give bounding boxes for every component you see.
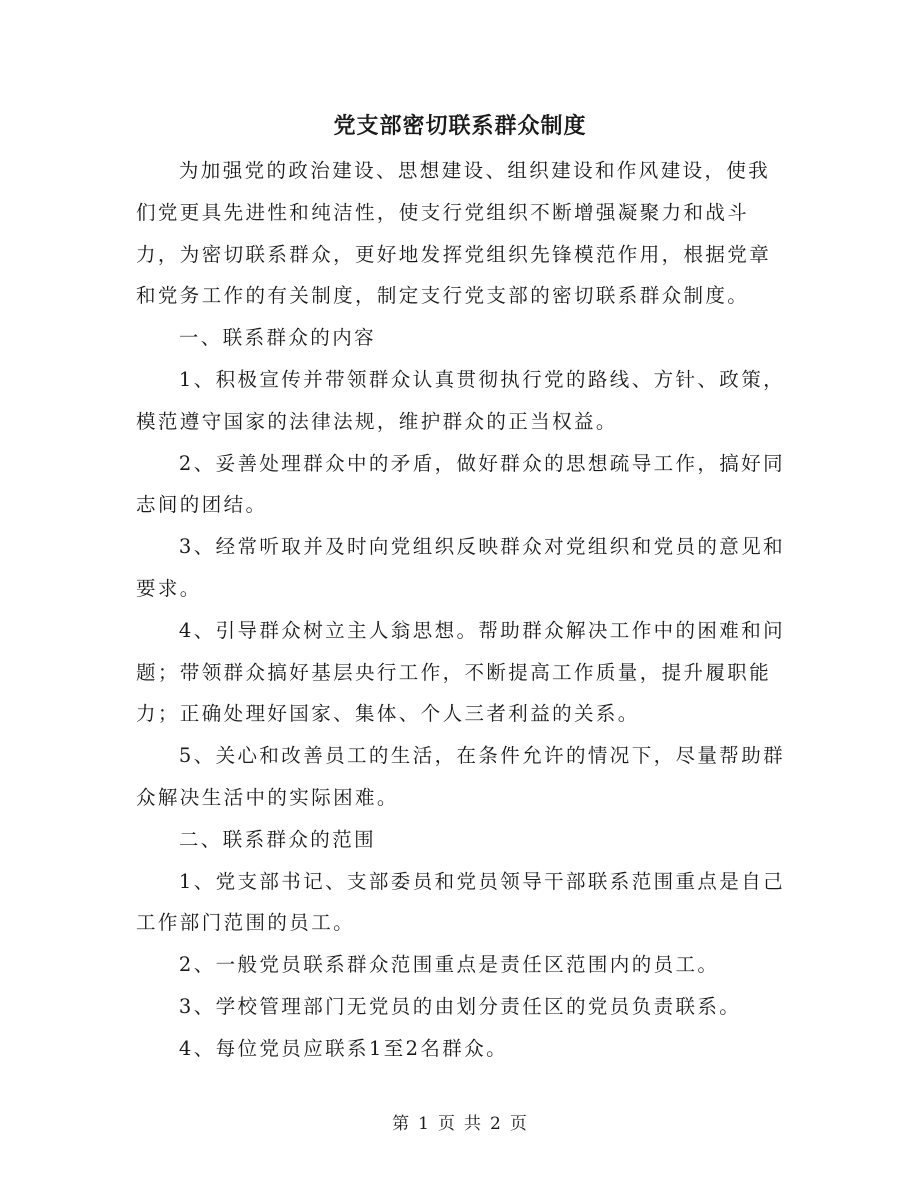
content-item-2: 2、妥善处理群众中的矛盾，做好群众的思想疏导工作，搞好同志间的团结。 xyxy=(136,451,785,517)
footer-di: 第 xyxy=(392,1114,411,1134)
scope-item-2: 2、一般党员联系群众范围重点是责任区范围内的员工。 xyxy=(178,953,720,977)
footer-page-total: 2 xyxy=(490,1114,502,1134)
content-item-3: 3、经常听取并及时向党组织反映群众对党组织和党员的意见和要求。 xyxy=(136,535,785,600)
scope-item-3: 3、学校管理部门无党员的由划分责任区的党员负责联系。 xyxy=(178,994,742,1018)
scope-item-1: 1、党支部书记、支部委员和党员领导干部联系范围重点是自己工作部门范围的员工。 xyxy=(136,869,785,935)
page-footer xyxy=(0,1112,920,1136)
page-title: 党支部密切联系群众制度 xyxy=(333,113,587,139)
content-item-4: 4、引导群众树立主人翁思想。帮助群众解决工作中的困难和问题；带领群众搞好基层央行工作，不断提高工作质量，提升履职能力；正确处理好国家、集体、个人三者利益的关系。 xyxy=(136,618,785,726)
footer-page-current: 1 xyxy=(418,1114,430,1134)
section-heading-content: 一、联系群众的内容 xyxy=(178,326,376,350)
content-item-1: 1、积极宣传并带领群众认真贯彻执行党的路线、方针、政策，模范遵守国家的法律法规，维护群众的正当权益。 xyxy=(136,367,785,433)
footer-ye-2: 页 xyxy=(509,1114,528,1134)
intro-paragraph: 为加强党的政治建设、思想建设、组织建设和作风建设，使我们党更具先进性和纯洁性，使支行党组织不断增强凝聚力和战斗力，为密切联系群众，更好地发挥党组织先锋模范作用，根据党章和党务工作的有关制度，制定支行党支部的密切联系群众制度。 xyxy=(136,159,772,308)
section-heading-scope: 二、联系群众的范围 xyxy=(178,827,376,851)
scope-item-4: 4、每位党员应联系1至2名群众。 xyxy=(178,1036,509,1060)
document-body xyxy=(136,150,786,1070)
content-item-5: 5、关心和改善员工的生活，在条件允许的情况下，尽量帮助群众解决生活中的实际困难。 xyxy=(136,744,785,809)
footer-gong: 共 xyxy=(464,1114,482,1134)
footer-ye: 页 xyxy=(438,1114,456,1134)
